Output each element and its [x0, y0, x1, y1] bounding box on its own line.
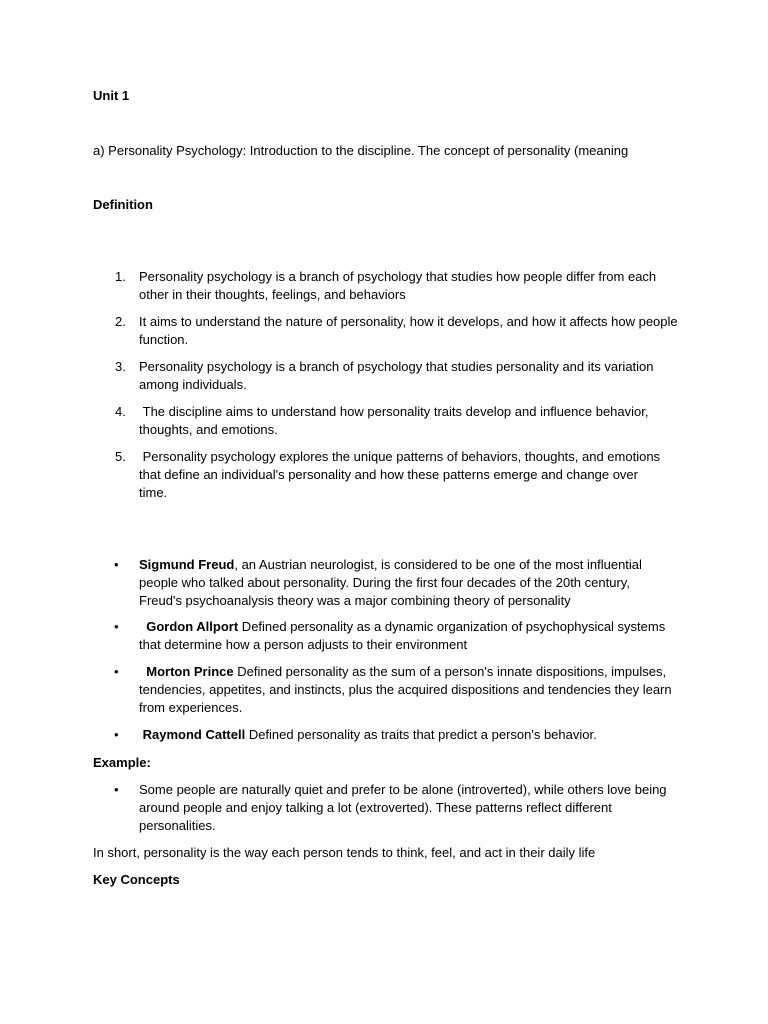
- list-number: 1.: [115, 269, 126, 284]
- theorist-text: Defined personality as a dynamic organization of psychophysical systems that determine how a person adjusts to their environment: [139, 619, 669, 652]
- bullet-icon: •: [114, 782, 119, 797]
- example-item: Some people are naturally quiet and prefer to be alone (introverted), while others love being around people and enjoy talking a lot (extroverted). These patterns reflect different personalities.: [139, 782, 667, 833]
- list-item: It aims to understand the nature of personality, how it develops, and how it affects how people function.: [139, 314, 678, 347]
- list-item: [139, 726, 679, 744]
- definition-heading: Definition: [93, 197, 153, 212]
- list-number: 4.: [115, 404, 126, 419]
- summary-line: In short, personality is the way each person tends to think, feel, and act in their daily life: [93, 845, 596, 860]
- theorist-name: Raymond Cattell: [139, 727, 246, 742]
- topic-line: a) Personality Psychology: Introduction to the discipline. The concept of personality (meaning: [93, 143, 629, 158]
- key-concepts-heading: Key Concepts: [93, 872, 180, 887]
- bullet-icon: •: [114, 619, 119, 634]
- bullet-icon: •: [114, 557, 119, 572]
- bullet-icon: •: [114, 727, 119, 742]
- list-number: 2.: [115, 314, 126, 329]
- list-item: The discipline aims to understand how personality traits develop and influence behavior, thoughts, and emotions.: [139, 404, 653, 437]
- theorist-name: Sigmund Freud: [139, 557, 235, 572]
- theorist-text: Defined personality as the sum of a person's innate dispositions, impulses, tendencies, appetites, and instincts, plus the acquired dispositions and tendencies they learn from experiences.: [139, 664, 676, 715]
- theorist-text: Defined personality as traits that predict a person's behavior.: [245, 727, 597, 742]
- theorist-name: Gordon Allport: [139, 619, 239, 634]
- list-item: Personality psychology is a branch of psychology that studies how people differ from each other in their thoughts, feelings, and behaviors: [139, 269, 657, 302]
- theorist-text: , an Austrian neurologist, is considered to be one of the most influential people who talked about personality. During the first four decades of the 20th century, Freud's psychoanalysis theory was a major combining theory of personality: [139, 557, 642, 608]
- list-item: Personality psychology is a branch of psychology that studies personality and its variation among individuals.: [139, 359, 654, 392]
- list-item: Personality psychology explores the unique patterns of behaviors, thoughts, and emotions that define an individual's personality and how these patterns emerge and change over time.: [139, 449, 664, 500]
- list-number: 5.: [115, 449, 126, 464]
- unit-heading: Unit 1: [93, 88, 130, 103]
- list-item: [139, 663, 679, 717]
- bullet-icon: •: [114, 664, 119, 679]
- theorist-name: Morton Prince: [139, 664, 234, 679]
- list-number: 3.: [115, 359, 126, 374]
- example-heading: Example:: [93, 755, 151, 770]
- list-item: [139, 618, 679, 654]
- list-item: [139, 556, 649, 610]
